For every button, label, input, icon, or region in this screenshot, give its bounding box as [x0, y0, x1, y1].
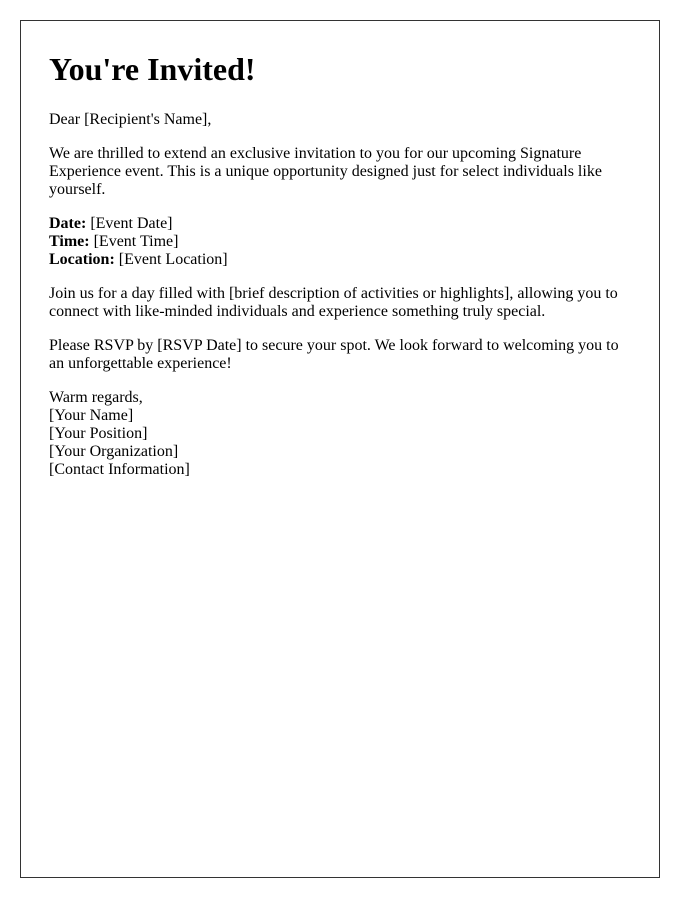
- letter-frame: [20, 20, 660, 878]
- sender-contact: [Contact Information]: [49, 461, 190, 478]
- location-value: [Event Location]: [114, 251, 228, 268]
- location-line: [49, 251, 631, 269]
- sender-name: [Your Name]: [49, 407, 134, 424]
- sender-organization: [Your Organization]: [49, 443, 179, 460]
- event-details: [49, 215, 631, 269]
- time-value: [Event Time]: [89, 233, 179, 250]
- intro-paragraph: We are thrilled to extend an exclusive invitation to you for our upcoming Signature Experience event. This is a unique opportunity designed just for select individuals like yourself.: [49, 145, 602, 198]
- letter-title: You're Invited!: [49, 51, 256, 87]
- closing: Warm regards,: [49, 389, 143, 406]
- greeting: Dear [Recipient's Name],: [49, 111, 212, 128]
- date-label: Date:: [49, 215, 87, 232]
- rsvp-paragraph: Please RSVP by [RSVP Date] to secure your spot. We look forward to welcoming you to an unforgettable experience!: [49, 337, 619, 372]
- date-value: [Event Date]: [86, 215, 173, 232]
- body-paragraph: Join us for a day filled with [brief description of activities or highlights], allowing you to connect with like-minded individuals and experience something truly special.: [49, 285, 618, 320]
- signoff: [49, 389, 631, 479]
- sender-position: [Your Position]: [49, 425, 148, 442]
- date-line: [49, 215, 631, 233]
- time-line: [49, 233, 631, 251]
- location-label: Location:: [49, 251, 115, 268]
- time-label: Time:: [49, 233, 90, 250]
